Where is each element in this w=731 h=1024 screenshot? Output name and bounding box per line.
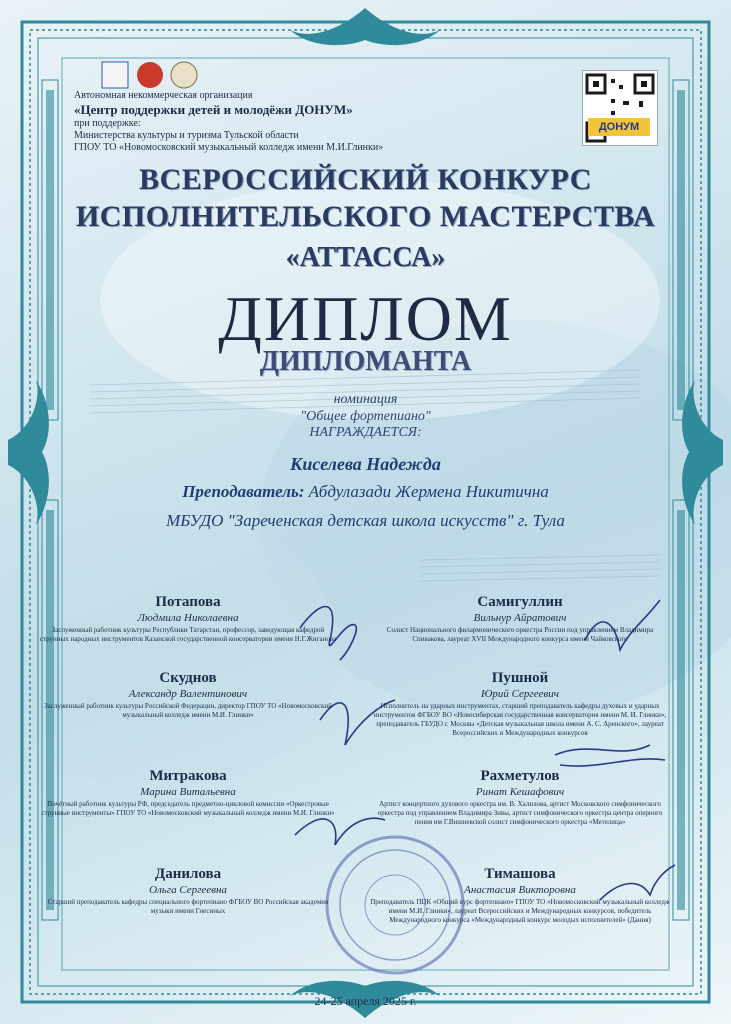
school-name: МБУДО "Зареченская детская школа искусств" г. Тула [166, 511, 565, 530]
jury-name: Марина Витальевна [140, 786, 236, 798]
jury-member [38, 866, 338, 916]
jury-name: Анастасия Викторовна [464, 884, 576, 896]
nomination-value: "Общее фортепиано" [300, 409, 431, 424]
jury-description: Заслуженный работник культуры Республики Татарстан, профессор, заведующая кафедрой струнных народных инструментов Казанской государственной консерватории имени Н.Г.Жиганова [39, 626, 337, 643]
jury-member [370, 670, 670, 738]
jury-member [38, 594, 338, 644]
jury-surname: Тимашова [484, 866, 556, 882]
jury-surname: Данилова [154, 866, 222, 882]
nomination-label: номинация [333, 392, 398, 407]
jury-description: Почётный работник культуры РФ, председатель предметно-цикловой комиссии «Оркестровые струнные инструменты» ГПОУ ТО «Новомосковский музыкальный колледж имени М.И. Глинки» [41, 800, 335, 817]
jury-name: Юрий Сергеевич [481, 688, 559, 700]
jury-name: Ринат Кешафович [475, 786, 565, 798]
contest-title-line-1: ВСЕРОССИЙСКИЙ КОНКУРС [139, 163, 592, 196]
diploma-subtitle: ДИПЛОМАНТА [259, 346, 472, 377]
jury-member [370, 768, 670, 827]
jury-member [370, 866, 670, 925]
jury-surname: Пушной [491, 670, 549, 686]
jury-name: Александр Валентинович [128, 688, 248, 700]
org-line-5: ГПОУ ТО «Новомосковский музыкальный колледж имени М.И.Глинки» [74, 142, 384, 153]
jury-surname: Потапова [155, 594, 221, 610]
qr-brand-label: ДОНУМ [588, 118, 650, 136]
org-line-4: Министерства культуры и туризма Тульской области [74, 130, 299, 141]
jury-description: Солист Национального филармонического оркестра России под управлением Владимира Спивакова, лауреат XVII Международного конкурса имени Чайковского [386, 626, 654, 643]
diploma-title: ДИПЛОМ [218, 283, 513, 354]
participant-name: Киселева Надежда [290, 454, 441, 474]
jury-name: Ольга Сергеевна [149, 884, 227, 896]
jury-description: Заслуженный работник культуры Российской Федерации, директор ГПОУ ТО «Новомосковский музыкальный колледж имени М.И. Глинки» [44, 702, 332, 719]
event-date: 24-25 апреля 2025 г. [314, 994, 417, 1008]
jury-surname: Рахметулов [480, 768, 560, 784]
contest-name: «АТТАССА» [285, 242, 446, 273]
org-line-1: Автономная некоммерческая организация [74, 90, 253, 101]
jury-surname: Митракова [149, 768, 227, 784]
jury-surname: Скуднов [159, 670, 217, 686]
jury-surname: Самигуллин [477, 594, 563, 610]
jury-description: Артист концертного духового оркестра им. В. Халилова, артист Московского симфонического оркестра под управлением Владимира Зивы, артист симфонического оркестра центра оперного пения им Г.Вишневской солист симфонического оркестра «Метелица» [377, 800, 663, 826]
jury-name: Вильнур Айратович [473, 612, 567, 624]
jury-description: Старший преподаватель кафедры специального фортепиано ФГБОУ ВО Российская академия музыки имени Гнесиных [47, 898, 329, 915]
teacher-name: Абдулазади Жермена Никитична [308, 482, 549, 501]
jury-member [38, 768, 338, 818]
jury-member [38, 670, 338, 720]
organizer-logos [100, 58, 205, 90]
contest-title-line-2: ИСПОЛНИТЕЛЬСКОГО МАСТЕРСТВА [75, 200, 656, 233]
jury-name: Людмила Николаевна [137, 612, 239, 624]
jury-member [370, 594, 670, 644]
jury-description: Исполнитель на ударных инструментах, старший преподаватель кафедры духовых и ударных инструментов ФГБОУ ВО «Новосибирская государственная консерватория имени М. И. Глинки», преподаватель ГБУДО г. Москвы «Детская музыкальная школа имени А. С. Аренского», лауреат Всероссийских и Международных конкурсов [373, 702, 667, 737]
awarded-label: НАГРАЖДАЕТСЯ: [309, 425, 422, 440]
org-line-2: «Центр поддержки детей и молодёжи ДОНУМ» [74, 102, 353, 117]
jury-description: Преподаватель ПЦК «Общий курс фортепиано» ГПОУ ТО «Новомосковский музыкальный колледж имени М.И. Глинки», лауреат Всероссийских и Международных конкурсов, победитель Международного конкурса «Международный конкурс молодых исполнителей» (Дания) [370, 898, 670, 924]
teacher-line [0, 482, 731, 502]
organizers-block [74, 90, 514, 154]
org-line-3: при поддержке: [74, 118, 141, 129]
teacher-label: Преподаватель: [182, 482, 305, 501]
